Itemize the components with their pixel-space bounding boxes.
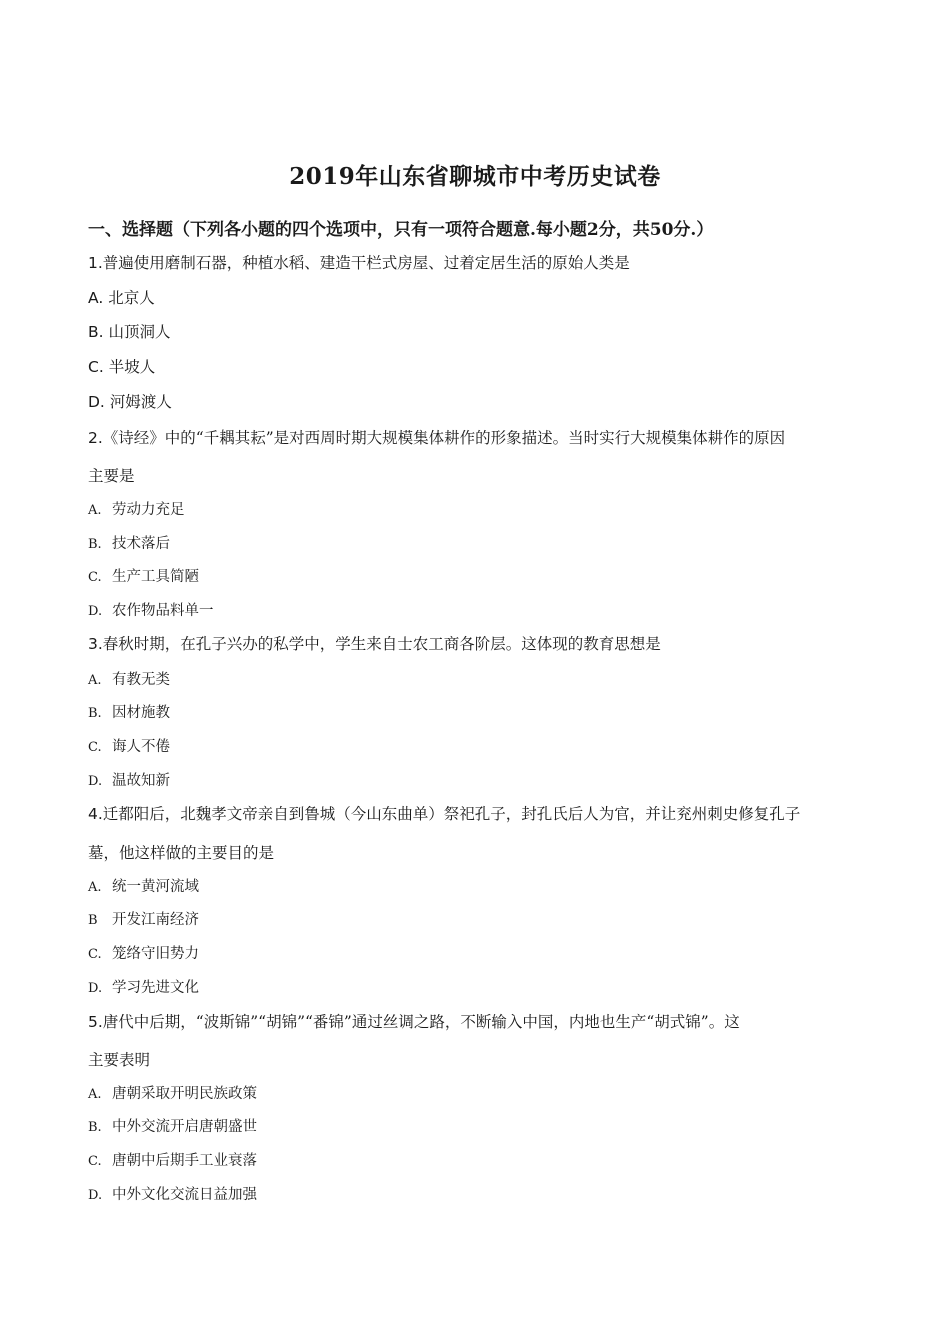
option-letter: C. [88, 947, 102, 962]
option-letter: B. [88, 323, 104, 341]
section-heading: 一、选择题（下列各小题的四个选项中，只有一项符合题意.每小题2分，共50分.） [88, 220, 714, 240]
option-text: 学习先进文化 [112, 980, 199, 996]
option-text: 生产工具简陋 [112, 569, 199, 585]
option-letter: A. [88, 289, 104, 307]
option-letter: C. [88, 570, 102, 585]
question-number: 2. [88, 429, 103, 447]
option-text: 唐朝中后期手工业衰落 [112, 1153, 257, 1169]
option-c [88, 735, 170, 756]
question-number: 1. [88, 254, 103, 272]
option-a [88, 668, 170, 689]
option-text: 因材施教 [112, 705, 170, 721]
option-c [88, 942, 199, 963]
option-letter: D. [88, 774, 103, 789]
question-text: 迁都阳后，北魏孝文帝亲自到鲁城（今山东曲单）祭祀孔子，封孔氏后人为官，并让兖州刺史修复孔子 [102, 805, 801, 823]
option-d [88, 976, 199, 997]
option-letter: D. [88, 393, 105, 411]
option-b [88, 320, 171, 342]
option-d [88, 1183, 257, 1204]
option-letter: B. [88, 537, 102, 552]
question-number: 3. [88, 635, 103, 653]
option-letter: A. [88, 1087, 102, 1102]
option-text: 河姆渡人 [109, 393, 172, 411]
question-5 [88, 1010, 740, 1032]
option-text: 温故知新 [112, 773, 170, 789]
option-text: 山顶洞人 [108, 323, 171, 341]
option-text: 诲人不倦 [112, 739, 170, 755]
option-text: 唐朝采取开明民族政策 [112, 1086, 257, 1102]
option-b [88, 532, 170, 553]
option-b [88, 701, 170, 722]
option-text: 技术落后 [112, 536, 170, 552]
option-c [88, 1149, 257, 1170]
option-letter: A. [88, 880, 102, 895]
option-letter: B [88, 913, 98, 928]
option-text: 劳动力充足 [112, 502, 185, 518]
option-d [88, 390, 172, 412]
question-number: 4. [88, 805, 103, 823]
option-text: 中外交流开启唐朝盛世 [112, 1119, 257, 1135]
option-a [88, 498, 185, 519]
question-text: 《诗经》中的“千耦其耘”是对西周时期大规模集体耕作的形象描述。当时实行大规模集体耕作的原因 [102, 429, 786, 447]
question-1 [88, 251, 630, 273]
option-c [88, 565, 199, 586]
option-letter: A. [88, 673, 102, 688]
question-2 [88, 426, 785, 448]
option-c [88, 355, 155, 377]
question-number: 5. [88, 1013, 103, 1031]
option-letter: D. [88, 981, 103, 996]
option-b [88, 1115, 257, 1136]
option-letter: D. [88, 1188, 103, 1203]
question-text: 普遍使用磨制石器，种植水稻、建造干栏式房屋、过着定居生活的原始人类是 [102, 254, 630, 272]
option-d [88, 769, 170, 790]
option-text: 开发江南经济 [112, 912, 199, 928]
question-4-continuation: 墓，他这样做的主要目的是 [88, 844, 275, 862]
exam-title: 2019年山东省聊城市中考历史试卷 [289, 163, 661, 190]
option-text: 中外文化交流日益加强 [112, 1187, 257, 1203]
option-text: 半坡人 [108, 358, 156, 376]
question-text: 唐代中后期，“波斯锦”“胡锦”“番锦”通过丝调之路，不断输入中国，内地也生产“胡式锦”。这 [102, 1013, 740, 1031]
option-letter: A. [88, 503, 102, 518]
question-3 [88, 632, 661, 654]
question-4 [88, 802, 800, 824]
option-letter: C. [88, 358, 104, 376]
option-d [88, 599, 214, 620]
option-text: 笼络守旧势力 [112, 946, 199, 962]
option-a [88, 1082, 257, 1103]
question-5-continuation: 主要表明 [88, 1051, 151, 1069]
question-text: 春秋时期，在孔子兴办的私学中，学生来自士农工商各阶层。这体现的教育思想是 [102, 635, 661, 653]
option-text: 有教无类 [112, 672, 170, 688]
option-text: 统一黄河流域 [112, 879, 199, 895]
option-a [88, 286, 155, 308]
option-letter: B. [88, 706, 102, 721]
question-2-continuation: 主要是 [88, 467, 135, 485]
option-b [88, 908, 199, 929]
option-letter: C. [88, 740, 102, 755]
option-text: 北京人 [108, 289, 155, 307]
option-text: 农作物品料单一 [112, 603, 214, 619]
option-letter: D. [88, 604, 103, 619]
option-letter: C. [88, 1154, 102, 1169]
option-a [88, 875, 199, 896]
option-letter: B. [88, 1120, 102, 1135]
